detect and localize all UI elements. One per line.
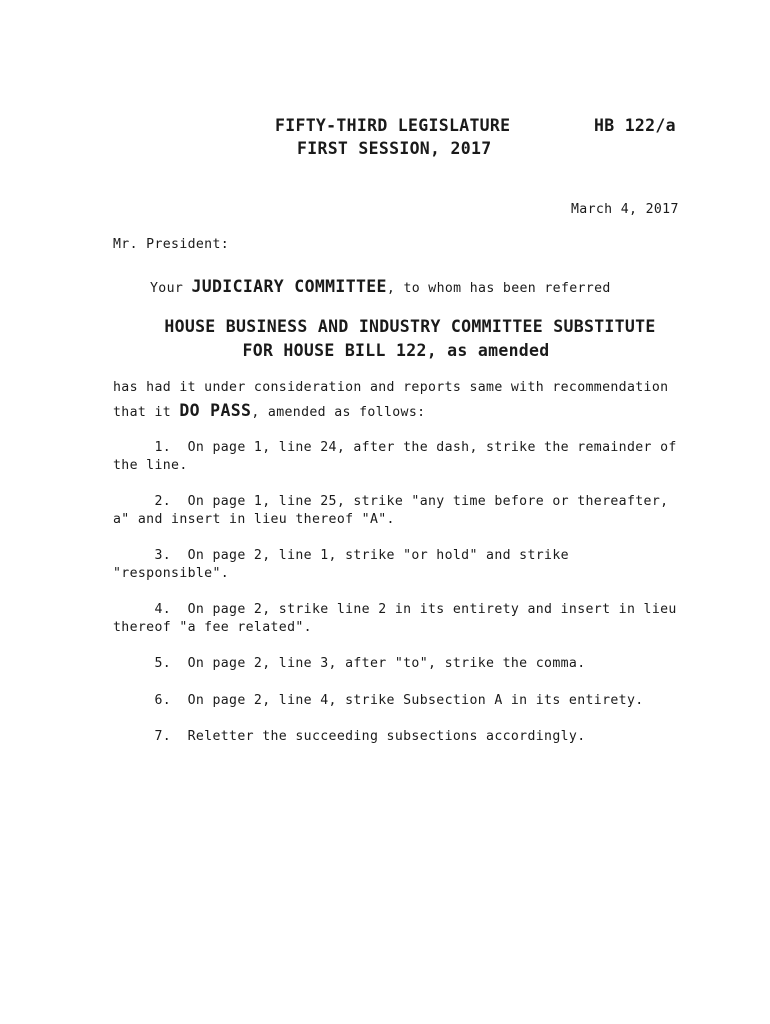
- amendment-3-line1: 3. On page 2, line 1, strike "or hold" and strike: [113, 548, 569, 563]
- amendment-4-line1: 4. On page 2, strike line 2 in its entirety and insert in lieu: [113, 602, 677, 617]
- amendment-4-line2: thereof "a fee related".: [113, 620, 312, 635]
- amendment-2-line2: a" and insert in lieu thereof "A".: [113, 512, 395, 527]
- intro-prefix: Your: [150, 281, 192, 296]
- committee-name: JUDICIARY COMMITTEE: [191, 277, 387, 296]
- amendment-3-line2: "responsible".: [113, 566, 230, 581]
- amendment-6-line1: 6. On page 2, line 4, strike Subsection A in its entirety.: [113, 693, 644, 708]
- amendment-1-line1: 1. On page 1, line 24, after the dash, strike the remainder of: [113, 440, 677, 455]
- committee-intro: [150, 277, 611, 296]
- recommendation: DO PASS: [179, 401, 252, 420]
- amendment-1-line2: the line.: [113, 458, 188, 473]
- bill-title-line1: HOUSE BUSINESS AND INDUSTRY COMMITTEE SUBSTITUTE: [164, 317, 656, 336]
- amendment-7-line1: 7. Reletter the succeeding subsections accordingly.: [113, 729, 586, 744]
- consideration-line1: has had it under consideration and reports same with recommendation: [113, 380, 669, 395]
- legislature-heading: FIFTY-THIRD LEGISLATURE: [275, 116, 511, 135]
- consideration-prefix: that it: [113, 405, 180, 420]
- report-date: March 4, 2017: [571, 202, 679, 217]
- bill-title-line2: FOR HOUSE BILL 122, as amended: [242, 341, 550, 360]
- session-heading: FIRST SESSION, 2017: [297, 139, 492, 158]
- intro-suffix: , to whom has been referred: [386, 281, 611, 296]
- amendment-2-line1: 2. On page 1, line 25, strike "any time before or thereafter,: [113, 494, 669, 509]
- bill-id: HB 122/a: [594, 116, 676, 135]
- amendment-5-line1: 5. On page 2, line 3, after "to", strike the comma.: [113, 656, 586, 671]
- consideration-suffix: , amended as follows:: [251, 405, 426, 420]
- consideration-line2: [113, 401, 425, 420]
- salutation: Mr. President:: [113, 237, 230, 252]
